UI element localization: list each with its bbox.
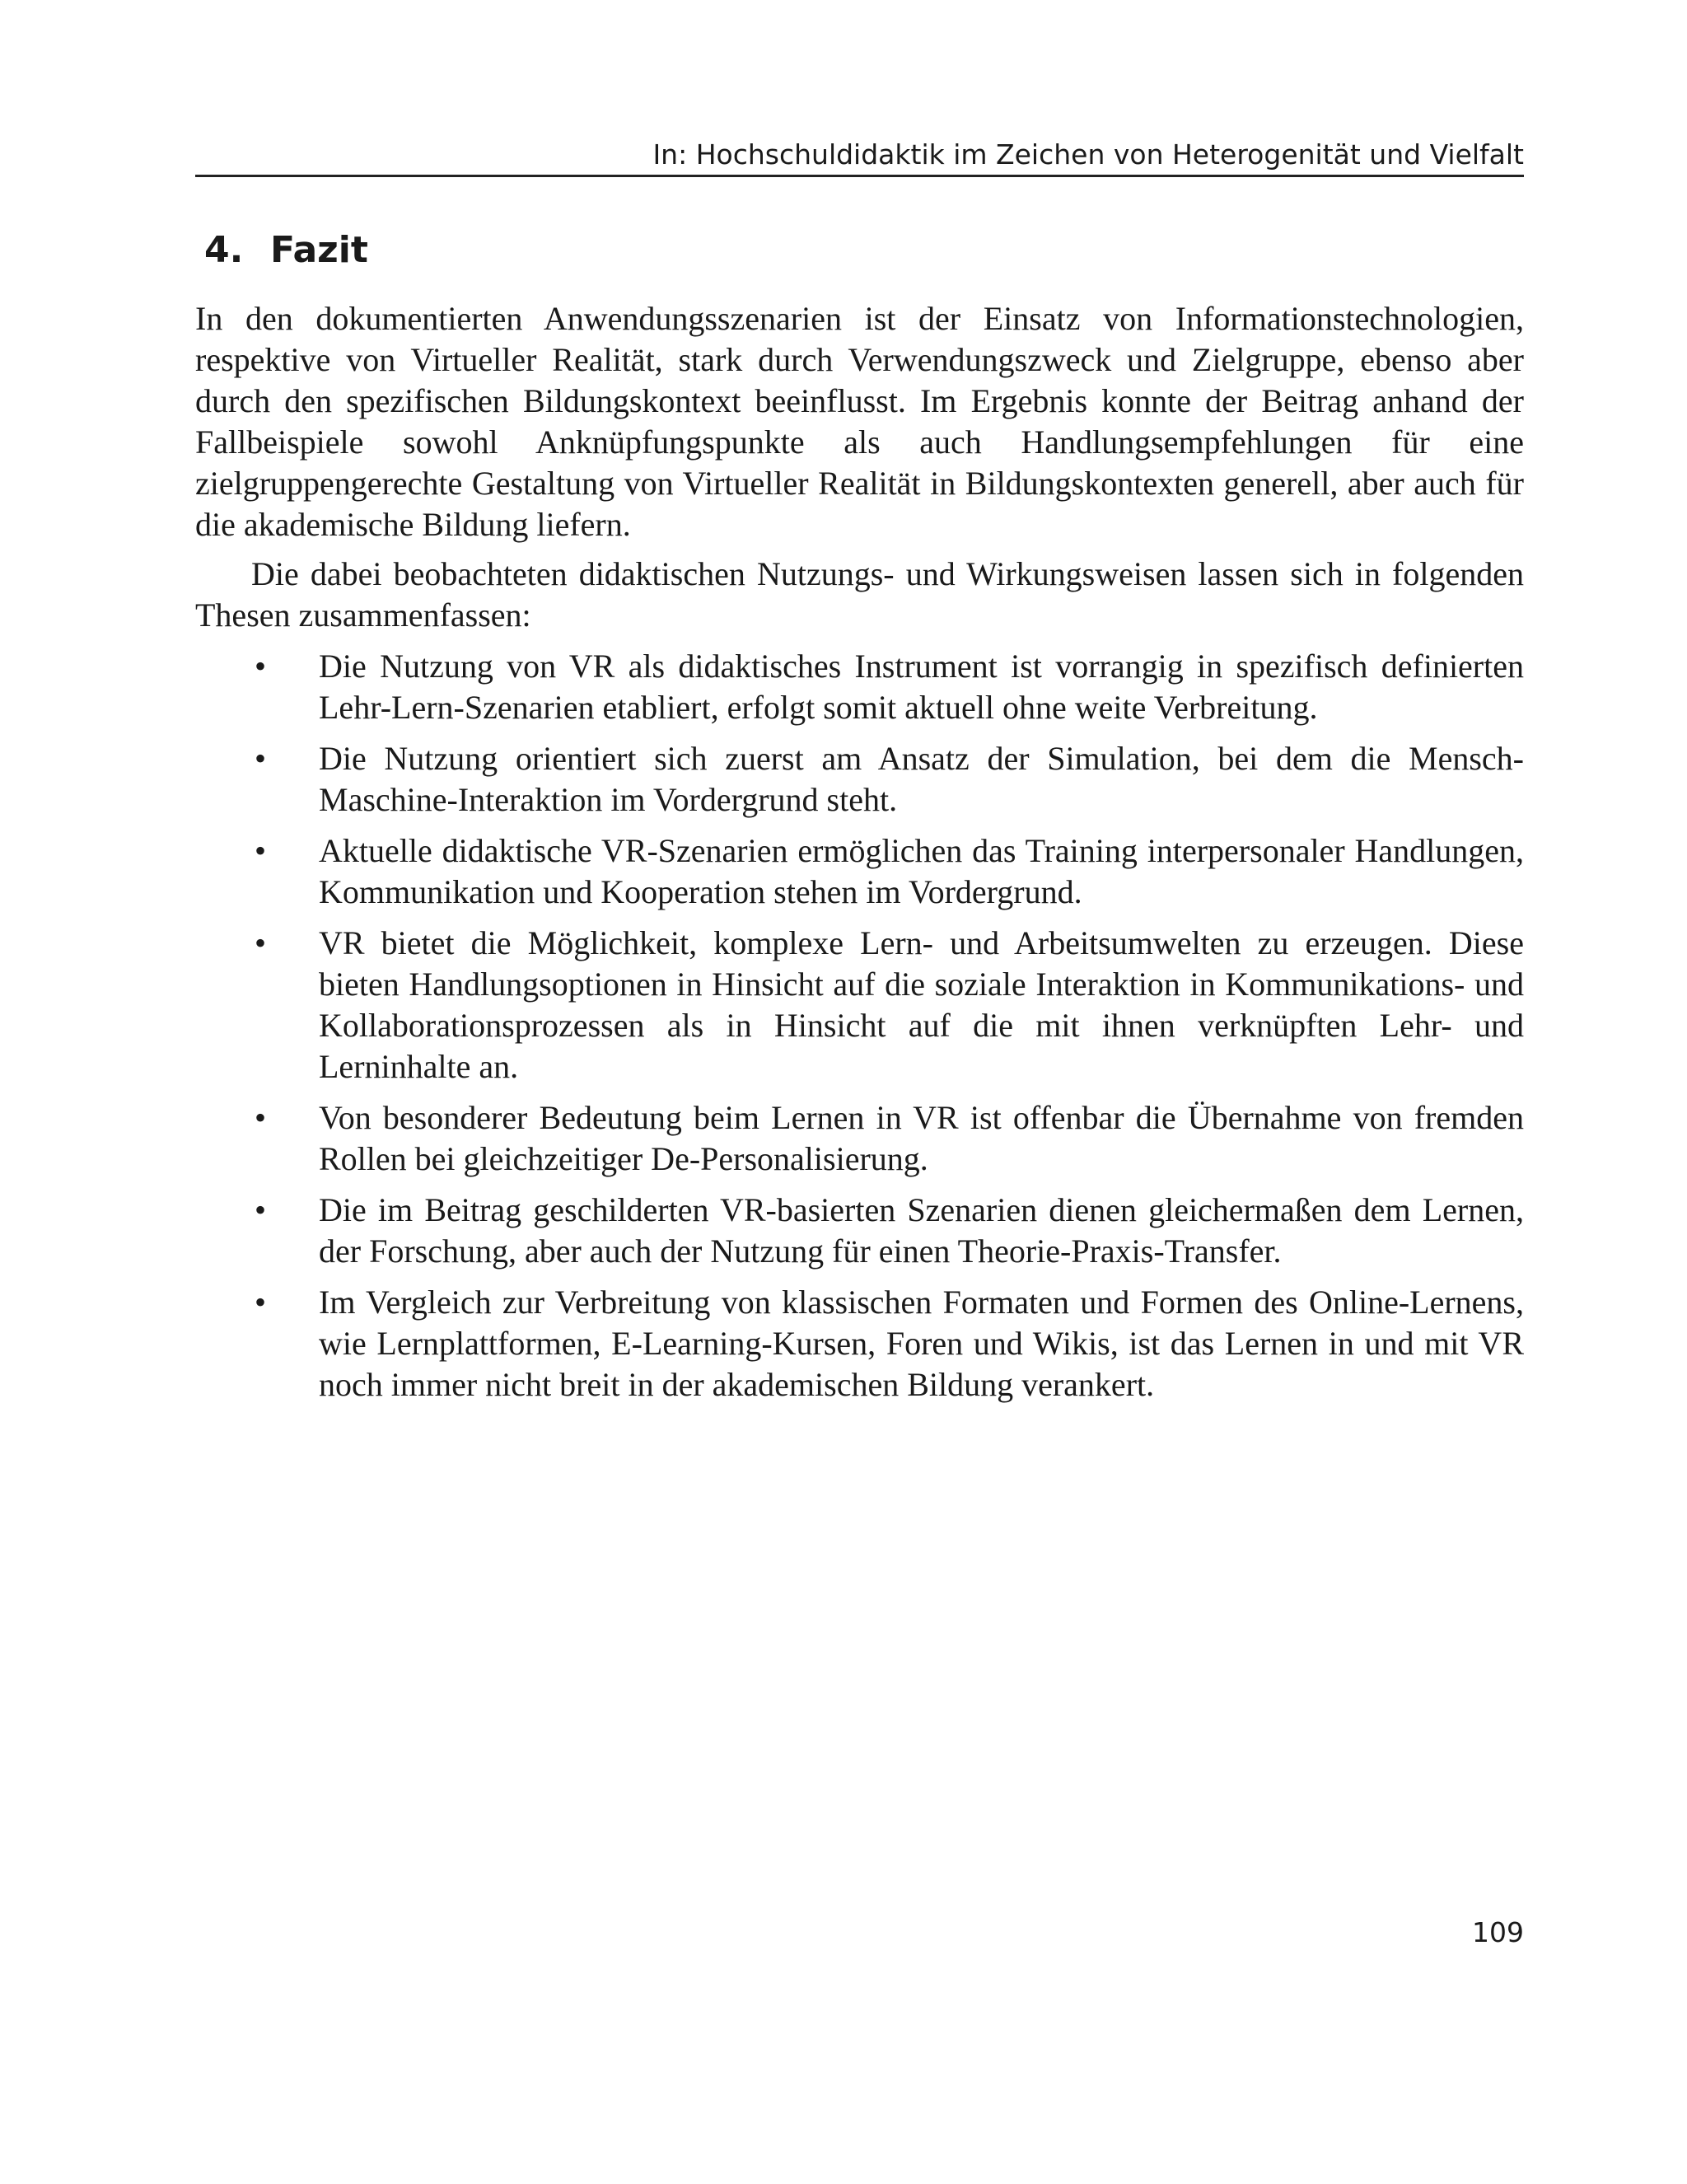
bullet-icon: • [255,1284,267,1321]
section-number: 4. [204,229,244,271]
list-item [195,646,1524,728]
bullet-icon: • [255,740,267,777]
list-item [195,738,1524,821]
section-heading [204,226,368,275]
section-title: Fazit [270,229,368,271]
page-number: 109 [1472,1916,1524,1948]
body-text [195,298,1524,1405]
bullet-icon: • [255,832,267,869]
thesis-text: Die Nutzung von VR als didaktisches Instrument ist vorrangig in spezifisch definierten Lehr-Lern-Szenarien etabliert, erfolgt somit aktuell ohne weite Verbreitung. [319,648,1524,726]
list-item [195,923,1524,1087]
thesis-text: Aktuelle didaktische VR-Szenarien ermöglichen das Training interpersonaler Handlungen, Kommunikation und Kooperation stehen im Vordergrund. [319,832,1524,910]
bullet-icon: • [255,1099,267,1136]
theses-list [195,646,1524,1405]
list-item [195,1282,1524,1405]
bullet-icon: • [255,924,267,961]
bullet-icon: • [255,1191,267,1228]
thesis-text: Im Vergleich zur Verbreitung von klassischen Formaten und Formen des Online-Lernens, wie Lernplattformen, E-Learning-Kursen, Foren und Wikis, ist das Lernen in und mit VR noch immer nicht breit in der akademischen Bildung verankert. [319,1284,1524,1403]
running-header: In: Hochschuldidaktik im Zeichen von Heterogenität und Vielfalt [652,138,1524,171]
paragraph-theses-intro: Die dabei beobachteten didaktischen Nutzungs- und Wirkungsweisen lassen sich in folgenden Thesen zusammenfassen: [195,555,1524,634]
thesis-text: Die im Beitrag geschilderten VR-basierten Szenarien dienen gleichermaßen dem Lernen, der Forschung, aber auch der Nutzung für einen Theorie-Praxis-Transfer. [319,1191,1524,1270]
thesis-text: Von besonderer Bedeutung beim Lernen in VR ist offenbar die Übernahme von fremden Rollen bei gleichzeitiger De-Personalisierung. [319,1099,1524,1177]
header-rule [195,175,1524,177]
list-item [195,1097,1524,1180]
paragraph-summary: In den dokumentierten Anwendungsszenarien ist der Einsatz von Informationstechnologien, respektive von Virtueller Realität, stark durch Verwendungszweck und Zielgruppe, ebenso aber durch den spezifischen Bildungskontext beeinflusst. Im Ergebnis konnte der Beitrag anhand der Fallbeispiele sowohl Anknüpfungspunkte als auch Handlungsempfehlungen für eine zielgruppengerechte Gestaltung von Virtueller Realität in Bildungskontexten generell, aber auch für die akademische Bildung liefern. [195,300,1524,543]
bullet-icon: • [255,648,267,685]
thesis-text: Die Nutzung orientiert sich zuerst am Ansatz der Simulation, bei dem die Mensch-Maschine-Interaktion im Vordergrund steht. [319,740,1524,818]
thesis-text: VR bietet die Möglichkeit, komplexe Lern- und Arbeitsumwelten zu erzeugen. Diese bieten Handlungsoptionen in Hinsicht auf die soziale Interaktion in Kommunikations- und Kollaborationsprozessen als in Hinsicht auf die mit ihnen verknüpften Lehr- und Lerninhalte an. [319,924,1524,1085]
list-item [195,830,1524,913]
list-item [195,1190,1524,1272]
